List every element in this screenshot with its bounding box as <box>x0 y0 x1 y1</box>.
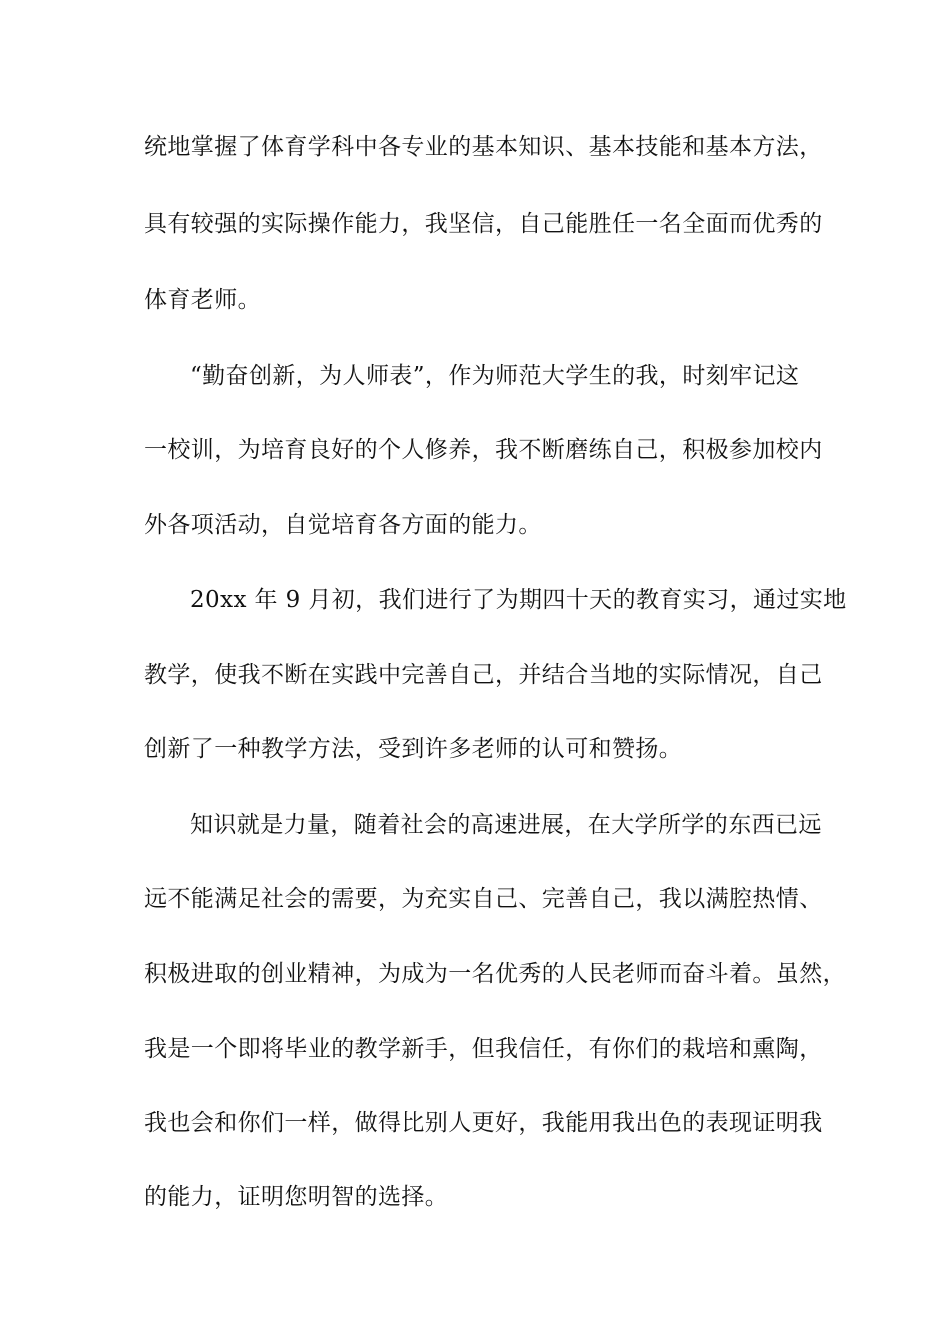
paragraph-3-line-1: 20xx 年 9 月初，我们进行了为期四十天的教育实习，通过实地 <box>190 587 847 613</box>
paragraph-4-line-5: 我也会和你们一样，做得比别人更好，我能用我出色的表现证明我 <box>144 1110 823 1136</box>
paragraph-2-line-3: 外各项活动，自觉培育各方面的能力。 <box>144 512 542 538</box>
paragraph-4-line-6: 的能力，证明您明智的选择。 <box>144 1184 449 1210</box>
paragraph-1-line-1: 统地掌握了体育学科中各专业的基本知识、基本技能和基本方法， <box>144 134 823 160</box>
paragraph-2-line-1: “勤奋创新，为人师表”，作为师范大学生的我，时刻牢记这 <box>190 363 800 389</box>
paragraph-4-line-2: 远不能满足社会的需要，为充实自己、完善自己，我以满腔热情、 <box>144 886 823 912</box>
paragraph-1-line-3: 体育老师。 <box>144 287 261 313</box>
paragraph-4-line-4: 我是一个即将毕业的教学新手，但我信任，有你们的栽培和熏陶， <box>144 1036 823 1062</box>
paragraph-4-line-1: 知识就是力量，随着社会的高速进展，在大学所学的东西已远 <box>190 812 822 838</box>
paragraph-3-line-3: 创新了一种教学方法，受到许多老师的认可和赞扬。 <box>144 736 683 762</box>
paragraph-1-line-2: 具有较强的实际操作能力，我坚信，自己能胜任一名全面而优秀的 <box>144 211 823 237</box>
paragraph-3-line-2: 教学，使我不断在实践中完善自己，并结合当地的实际情况，自己 <box>144 662 823 688</box>
paragraph-4-line-3: 积极进取的创业精神，为成为一名优秀的人民老师而奋斗着。虽然， <box>144 961 846 987</box>
paragraph-2-line-2: 一校训，为培育良好的个人修养，我不断磨练自己，积极参加校内 <box>144 437 823 463</box>
